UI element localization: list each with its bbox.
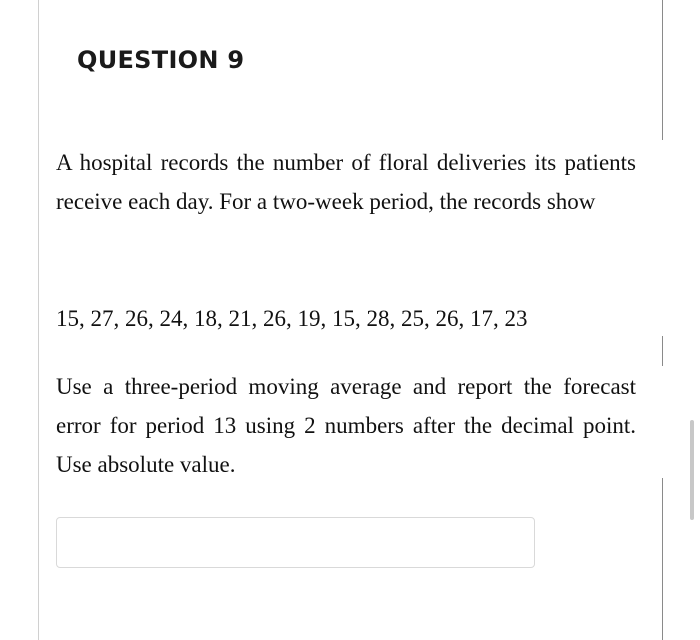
panel-left-border: [38, 0, 39, 640]
question-text: A hospital records the number of floral deliveries its patients receive each day. For a two-week period, the records show: [56, 150, 636, 214]
panel-right-border: [662, 336, 663, 366]
question-instructions: Use a three-period moving average and report the forecast error for period 13 using 2 numbers after the decimal point. Use absolute value.: [56, 374, 636, 477]
panel-right-border: [662, 0, 663, 140]
answer-input[interactable]: [56, 517, 535, 568]
scrollbar-thumb[interactable]: [690, 420, 694, 520]
question-title: QUESTION 9: [77, 46, 245, 74]
data-series: 15, 27, 26, 24, 18, 21, 26, 19, 15, 28, 25, 26, 17, 23: [56, 306, 528, 331]
panel-right-border: [662, 478, 663, 640]
